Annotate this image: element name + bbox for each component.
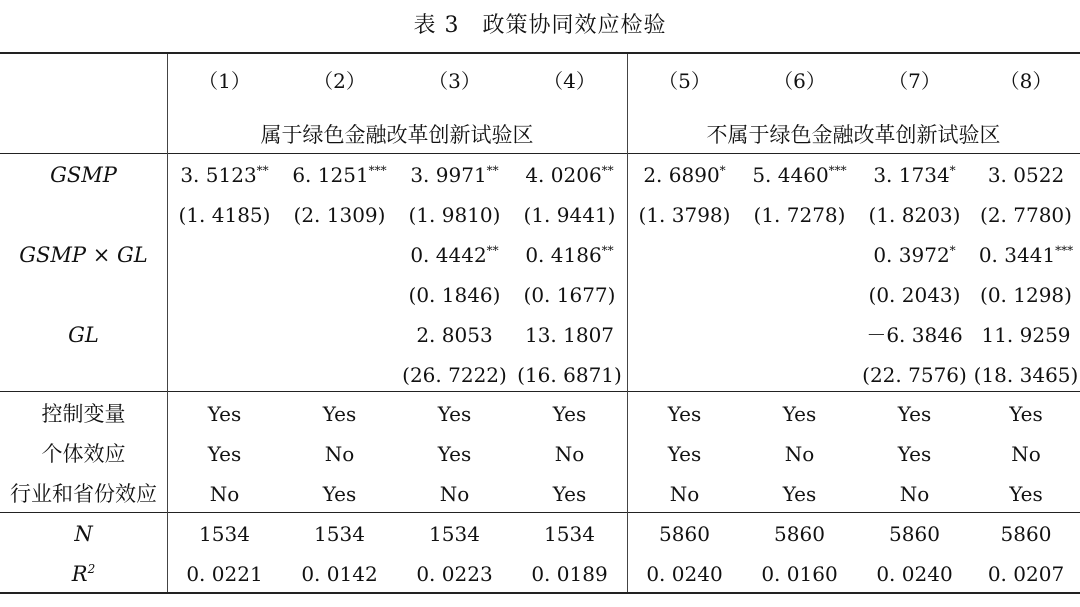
row-label-gl: GL: [68, 323, 99, 347]
significance-stars: *: [719, 163, 726, 178]
industry-province-effect-cell: [742, 484, 857, 504]
column-header-8: （8）: [999, 69, 1053, 93]
gl-coef-cell: [857, 325, 972, 345]
significance-stars: **: [256, 163, 269, 178]
r-squared-cell: [627, 564, 742, 584]
gsmp-gl-coef-cell-value: 0. 3972: [873, 243, 950, 267]
significance-stars: ***: [368, 163, 387, 178]
controls-cell-value: Yes: [437, 402, 472, 426]
controls-cell: [972, 404, 1080, 424]
gsmp-gl-coef-cell: [857, 245, 972, 265]
r-squared-cell-value: 0. 0221: [186, 562, 263, 586]
significance-stars: *: [949, 163, 956, 178]
gsmp-se-cell-value: (1. 9810): [408, 203, 501, 227]
r-squared-cell-value: 0. 0240: [646, 562, 723, 586]
gl-se-cell-value: (22. 7576): [862, 363, 967, 387]
gsmp-se-cell-value: (2. 1309): [293, 203, 386, 227]
gsmp-se-cell-value: (1. 3798): [638, 203, 731, 227]
group-header-pilot-zone: 属于绿色金融改革创新试验区: [260, 123, 534, 147]
gsmp-se-cell: [282, 205, 397, 225]
gsmp-se-cell: [167, 205, 282, 225]
column-header-6: （6）: [773, 69, 826, 93]
gsmp-se-cell: [512, 205, 627, 225]
industry-province-effect-cell-value: No: [209, 482, 240, 506]
significance-stars: *: [949, 243, 956, 258]
n-cell-value: 5860: [1000, 522, 1052, 546]
gsmp-gl-se-cell-value: (0. 1846): [408, 283, 501, 307]
gsmp-se-cell-value: (1. 7278): [753, 203, 846, 227]
individual-effect-cell-value: Yes: [897, 442, 932, 466]
r-squared-exponent: 2: [87, 562, 96, 576]
individual-effect-cell-value: Yes: [437, 442, 472, 466]
individual-effect-cell: [282, 444, 397, 464]
gsmp-se-cell: [972, 205, 1080, 225]
industry-province-effect-cell: [972, 484, 1080, 504]
individual-effect-cell: [627, 444, 742, 464]
controls-cell: [742, 404, 857, 424]
gsmp-coef-cell: [167, 165, 282, 185]
industry-province-effect-cell: [627, 484, 742, 504]
gsmp-coef-cell: [972, 165, 1080, 185]
row-label-r-squared: [0, 564, 167, 585]
individual-effect-cell: [742, 444, 857, 464]
r-squared-cell-value: 0. 0142: [301, 562, 378, 586]
bottom-rule: [0, 592, 1080, 594]
industry-province-effect-cell-value: No: [439, 482, 470, 506]
n-cell-value: 5860: [889, 522, 940, 546]
n-cell: [397, 524, 512, 544]
column-header-3: （3）: [428, 69, 481, 93]
gsmp-coef-cell: [512, 165, 627, 185]
individual-effect-cell-value: No: [554, 442, 585, 466]
row-label-industry-province-effect: 行业和省份效应: [10, 482, 157, 506]
r-squared-cell: [397, 564, 512, 584]
gl-se-cell: [857, 365, 972, 385]
gl-se-cell-value: (26. 7222): [402, 363, 507, 387]
n-cell-value: 1534: [544, 522, 595, 546]
n-cell: [627, 524, 742, 544]
r-squared-cell: [167, 564, 282, 584]
r-squared-cell: [742, 564, 857, 584]
row-label-n: N: [74, 522, 93, 546]
r-squared-cell-value: 0. 0240: [876, 562, 953, 586]
individual-effect-cell: [397, 444, 512, 464]
controls-cell: [282, 404, 397, 424]
n-cell: [972, 524, 1080, 544]
industry-province-effect-cell-value: No: [669, 482, 700, 506]
gl-se-cell: [397, 365, 512, 385]
gsmp-gl-coef-cell: [972, 245, 1080, 265]
gsmp-se-cell: [627, 205, 742, 225]
gsmp-se-cell-value: (1. 9441): [523, 203, 616, 227]
top-rule: [0, 52, 1080, 54]
r-squared-cell: [282, 564, 397, 584]
individual-effect-cell-value: No: [784, 442, 815, 466]
gl-coef-cell-value: 2. 8053: [416, 323, 493, 347]
column-header-2: （2）: [313, 69, 366, 93]
column-header-4: （4）: [543, 69, 596, 93]
industry-province-effect-cell: [167, 484, 282, 504]
gsmp-se-cell: [397, 205, 512, 225]
r-squared-cell-value: 0. 0207: [987, 562, 1065, 586]
significance-stars: **: [601, 243, 614, 258]
n-cell-value: 1534: [199, 522, 250, 546]
industry-province-effect-cell: [282, 484, 397, 504]
gsmp-coef-cell: [627, 165, 742, 185]
controls-cell-value: Yes: [322, 402, 357, 426]
row-label-individual-effect: 个体效应: [41, 442, 126, 466]
controls-cell: [167, 404, 282, 424]
row-label-controls: 控制变量: [41, 402, 126, 426]
gsmp-gl-coef-cell-value: 0. 4186: [525, 243, 602, 267]
n-cell-value: 1534: [314, 522, 365, 546]
industry-province-effect-cell-value: Yes: [782, 482, 817, 506]
header-rule: [0, 153, 1080, 154]
significance-stars: **: [486, 163, 499, 178]
gsmp-coef-cell-value: 3. 9971: [410, 163, 487, 187]
industry-province-effect-cell-value: Yes: [552, 482, 587, 506]
controls-cell-value: Yes: [207, 402, 242, 426]
controls-cell-value: Yes: [1009, 402, 1043, 426]
controls-cell-value: Yes: [552, 402, 587, 426]
gsmp-coef-cell-value: 4. 0206: [525, 163, 602, 187]
controls-cell: [857, 404, 972, 424]
gsmp-coef-cell: [282, 165, 397, 185]
n-cell: [742, 524, 857, 544]
gsmp-gl-coef-cell: [397, 245, 512, 265]
r-squared-cell-value: 0. 0160: [761, 562, 838, 586]
significance-stars: **: [601, 163, 614, 178]
industry-province-effect-cell: [397, 484, 512, 504]
r-squared-cell: [512, 564, 627, 584]
gl-coef-cell-value: 11. 9259: [981, 323, 1071, 347]
n-cell-value: 1534: [429, 522, 480, 546]
controls-cell: [627, 404, 742, 424]
controls-cell: [512, 404, 627, 424]
gsmp-coef-cell-value: 5. 4460: [752, 163, 829, 187]
body-rule: [0, 391, 1080, 392]
individual-effect-cell: [857, 444, 972, 464]
gsmp-gl-se-cell-value: (0. 2043): [868, 283, 961, 307]
individual-effect-cell: [972, 444, 1080, 464]
row-label-gsmp: GSMP: [50, 163, 117, 187]
gsmp-gl-se-cell: [397, 285, 512, 305]
gsmp-coef-cell: [397, 165, 512, 185]
industry-province-effect-cell: [512, 484, 627, 504]
gsmp-se-cell-value: (2. 7780): [980, 203, 1072, 227]
gsmp-gl-se-cell: [857, 285, 972, 305]
gsmp-coef-cell: [857, 165, 972, 185]
individual-effect-cell: [512, 444, 627, 464]
gsmp-gl-coef-cell-value: 0. 4442: [410, 243, 487, 267]
significance-stars: **: [486, 243, 499, 258]
r-squared-cell: [857, 564, 972, 584]
effects-rule: [0, 512, 1080, 513]
gl-coef-cell: [972, 325, 1080, 345]
gl-se-cell: [972, 365, 1080, 385]
gsmp-gl-coef-cell: [512, 245, 627, 265]
gsmp-coef-cell-value: 2. 6890: [643, 163, 720, 187]
group-header-non-pilot-zone: 不属于绿色金融改革创新试验区: [706, 123, 1001, 147]
gsmp-gl-coef-cell-value: 0. 3441: [978, 243, 1056, 267]
individual-effect-cell-value: No: [1011, 442, 1041, 466]
gsmp-gl-se-cell: [512, 285, 627, 305]
gsmp-coef-cell-value: 3. 0522: [987, 163, 1065, 187]
r-squared-base: R: [71, 562, 88, 586]
industry-province-effect-cell-value: No: [899, 482, 930, 506]
controls-cell-value: Yes: [667, 402, 702, 426]
gsmp-gl-se-cell-value: (0. 1677): [523, 283, 616, 307]
industry-province-effect-cell: [857, 484, 972, 504]
n-cell-value: 5860: [659, 522, 710, 546]
gl-se-cell-value: (18. 3465): [973, 363, 1079, 387]
gsmp-coef-cell-value: 3. 1734: [873, 163, 950, 187]
n-cell: [857, 524, 972, 544]
gsmp-gl-se-cell: [972, 285, 1080, 305]
individual-effect-cell-value: Yes: [207, 442, 242, 466]
gl-coef-cell-value: －6. 3846: [866, 323, 963, 347]
n-cell: [167, 524, 282, 544]
gsmp-gl-se-cell-value: (0. 1298): [980, 283, 1072, 307]
gl-coef-cell: [397, 325, 512, 345]
table-title: 表 3 政策协同效应检验: [413, 13, 667, 38]
individual-effect-cell-value: No: [324, 442, 355, 466]
gl-se-cell-value: (16. 6871): [517, 363, 622, 387]
gsmp-se-cell: [857, 205, 972, 225]
industry-province-effect-cell-value: Yes: [322, 482, 357, 506]
gsmp-coef-cell: [742, 165, 857, 185]
controls-cell-value: Yes: [782, 402, 817, 426]
controls-cell-value: Yes: [897, 402, 932, 426]
column-header-5: （5）: [658, 69, 711, 93]
gsmp-se-cell-value: (1. 4185): [178, 203, 271, 227]
r-squared-cell-value: 0. 0223: [416, 562, 493, 586]
gsmp-coef-cell-value: 6. 1251: [292, 163, 369, 187]
gsmp-coef-cell-value: 3. 5123: [180, 163, 257, 187]
n-cell: [282, 524, 397, 544]
significance-stars: ***: [828, 163, 847, 178]
industry-province-effect-cell-value: Yes: [1009, 482, 1043, 506]
gl-se-cell: [512, 365, 627, 385]
column-header-1: （1）: [198, 69, 251, 93]
gsmp-se-cell: [742, 205, 857, 225]
controls-cell: [397, 404, 512, 424]
r-squared-cell: [972, 564, 1080, 584]
individual-effect-cell: [167, 444, 282, 464]
column-header-7: （7）: [888, 69, 941, 93]
n-cell: [512, 524, 627, 544]
gl-coef-cell-value: 13. 1807: [524, 323, 615, 347]
individual-effect-cell-value: Yes: [667, 442, 702, 466]
row-label-gsmp-gl: GSMP × GL: [19, 243, 148, 267]
n-cell-value: 5860: [774, 522, 825, 546]
gsmp-se-cell-value: (1. 8203): [868, 203, 961, 227]
r-squared-cell-value: 0. 0189: [531, 562, 608, 586]
gl-coef-cell: [512, 325, 627, 345]
significance-stars: ***: [1055, 243, 1074, 258]
